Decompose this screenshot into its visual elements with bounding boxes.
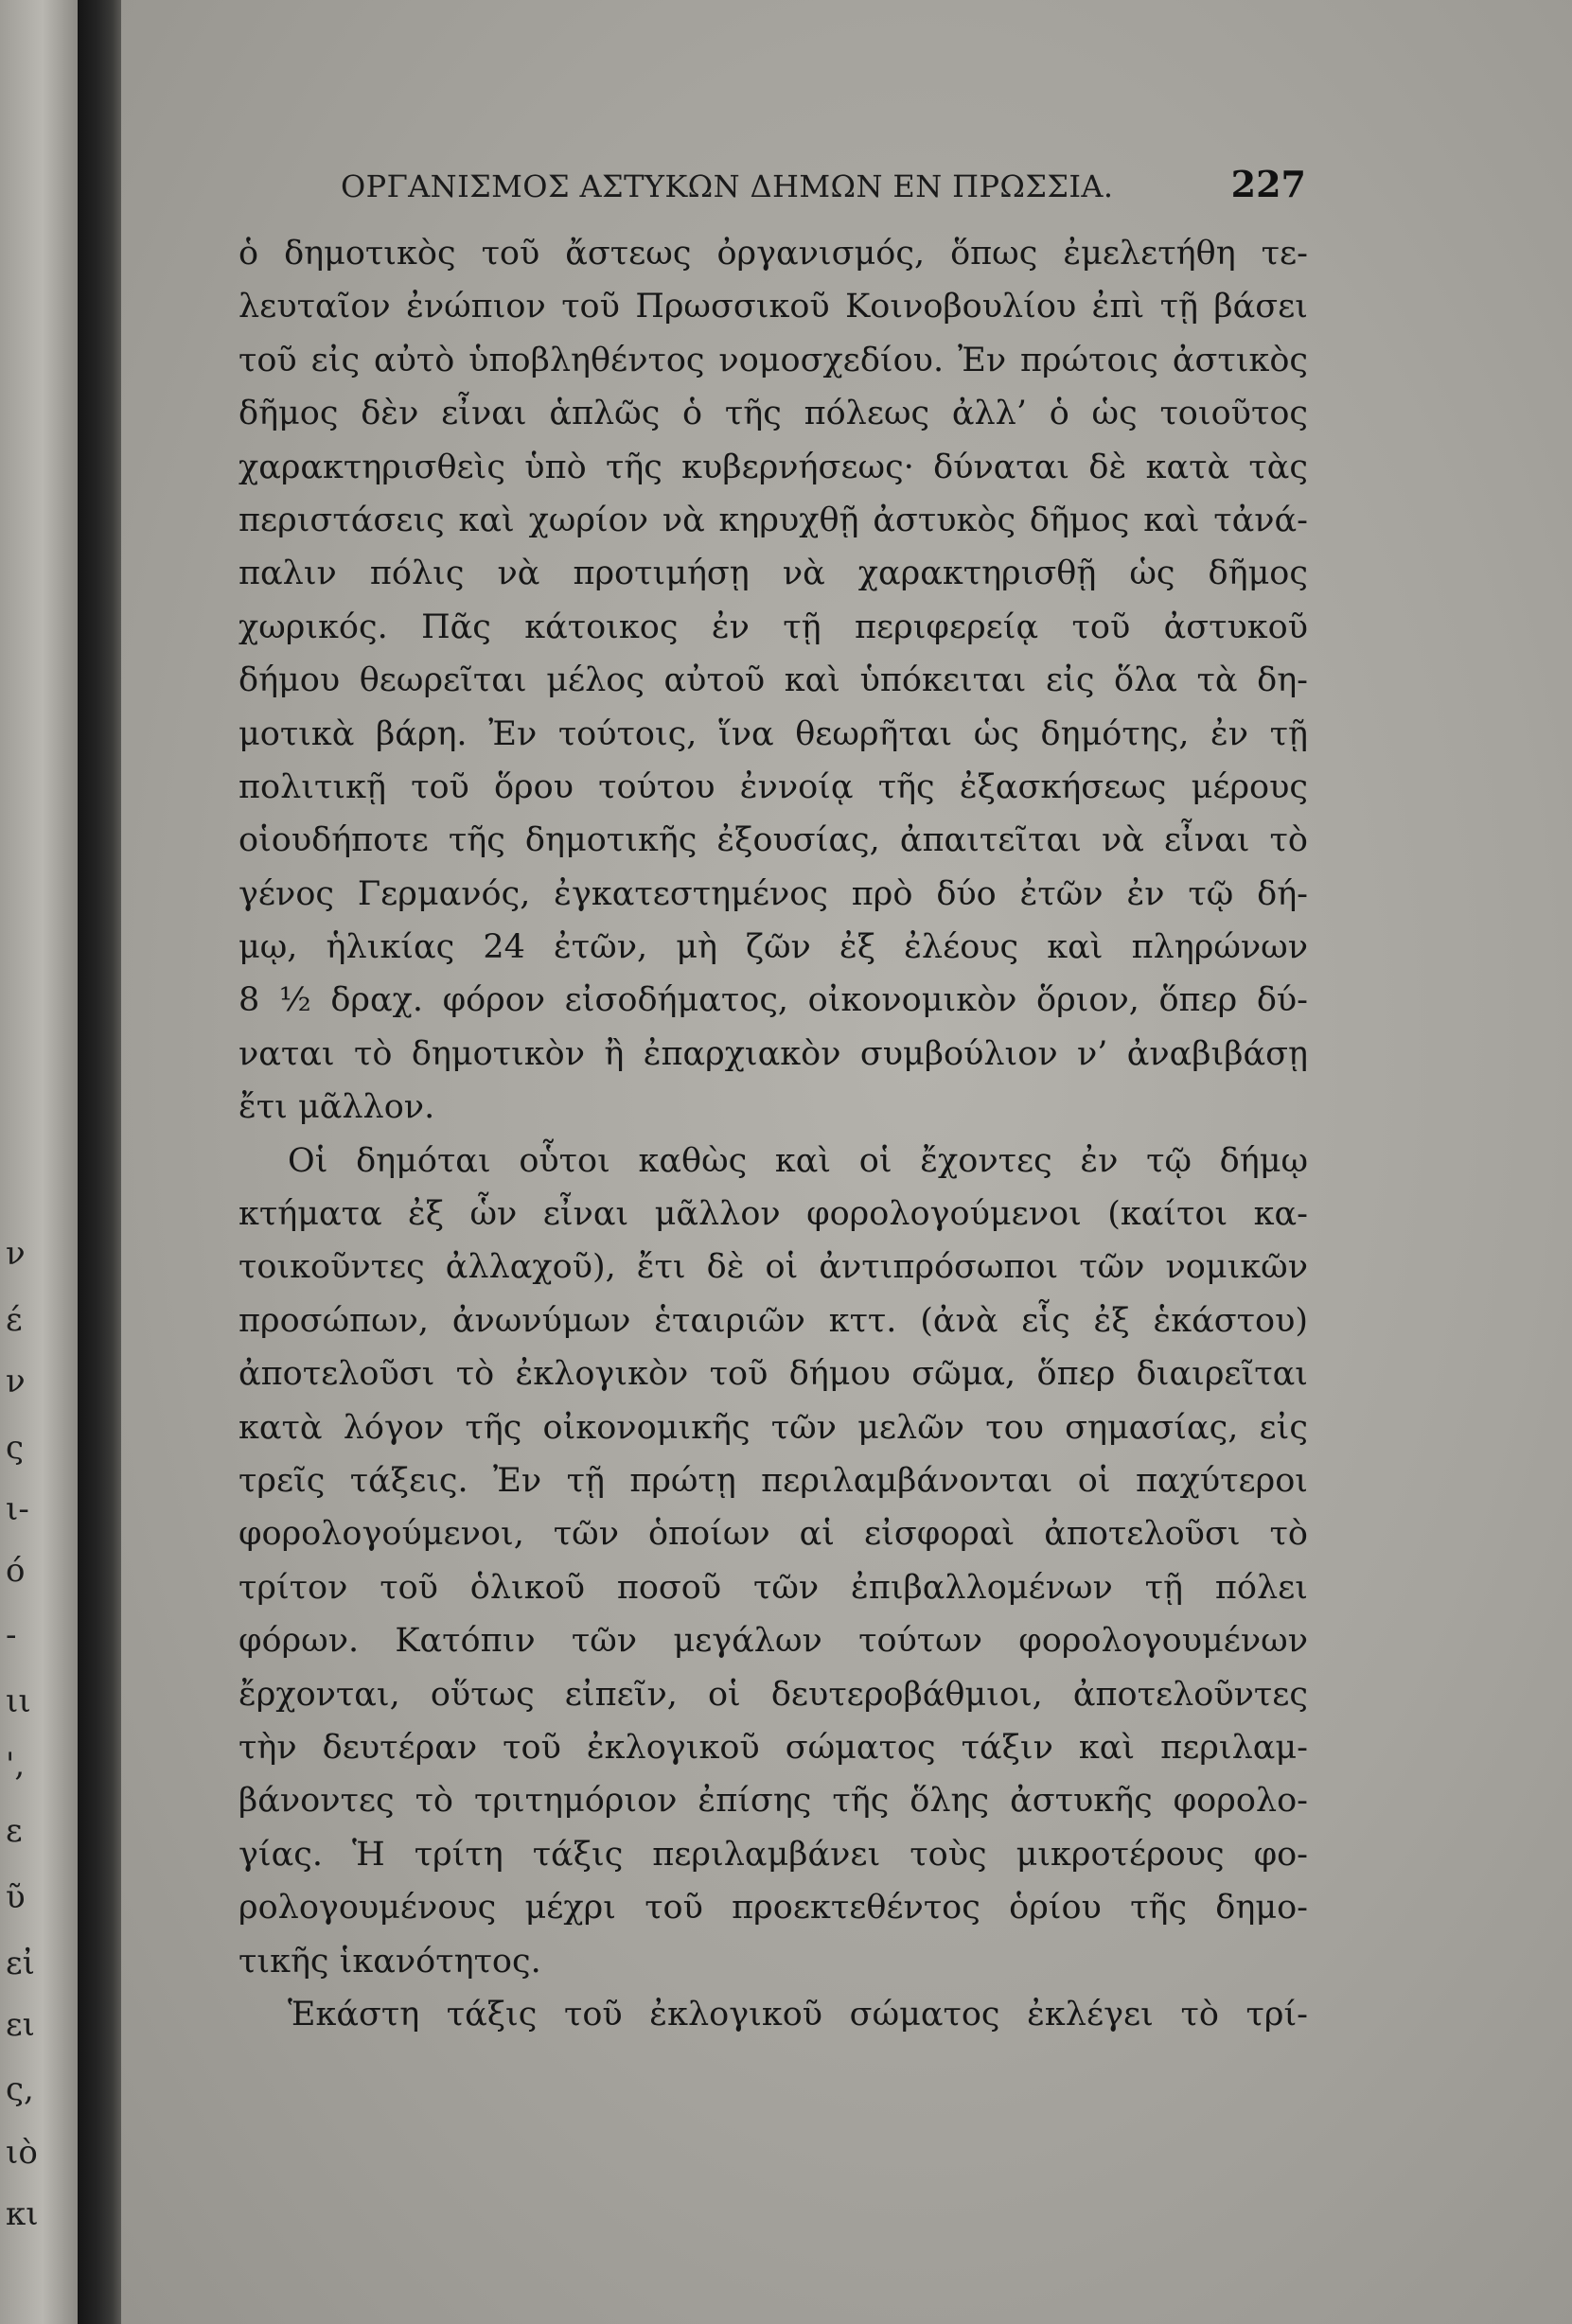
text-line: μῳ, ἡλικίας 24 ἐτῶν, μὴ ζῶν ἐξ ἐλέους καὶ πληρώνων bbox=[238, 928, 1308, 967]
left-page-fragment: ς bbox=[6, 1429, 25, 1467]
left-page-fragment: ι- bbox=[6, 1490, 29, 1528]
text-line: τοικοῦντες ἀλλαχοῦ), ἔτι δὲ οἱ ἀντιπρόσωποι τῶν νομικῶν bbox=[238, 1248, 1308, 1287]
text-line: χαρακτηρισθεὶς ὑπὸ τῆς κυβερνήσεως· δύναται δὲ κατὰ τὰς bbox=[238, 448, 1308, 486]
text-line: φόρων. Κατόπιν τῶν μεγάλων τούτων φορολογουμένων bbox=[238, 1622, 1308, 1661]
text-line: Ἑκάστη τάξις τοῦ ἐκλογικοῦ σώματος ἐκλέγει τὸ τρί- bbox=[288, 1995, 1308, 2034]
text-line: φορολογούμενοι, τῶν ὁποίων αἱ εἰσφοραὶ ἀποτελοῦσι τὸ bbox=[238, 1515, 1308, 1554]
text-line: 8 ½ δραχ. φόρον εἰσοδήματος, οἰκονομικὸν ὅριον, ὅπερ δύ- bbox=[238, 981, 1308, 1020]
left-page-fragment: ε bbox=[6, 1812, 23, 1850]
text-line: προσώπων, ἀνωνύμων ἑταιριῶν κττ. (ἀνὰ εἷς ἐξ ἑκάστου) bbox=[238, 1301, 1308, 1340]
page-number: 227 bbox=[1230, 163, 1306, 205]
text-line: πολιτικῇ τοῦ ὅρου τούτου ἐννοίᾳ τῆς ἐξασκήσεως μέρους bbox=[238, 767, 1308, 806]
text-line: τοῦ εἰς αὐτὸ ὑποβληθέντος νομοσχεδίου. Ἐν πρώτοις ἀστικὸς bbox=[238, 341, 1308, 379]
running-head bbox=[218, 163, 1306, 212]
text-line: κατὰ λόγον τῆς οἰκονομικῆς τῶν μελῶν του σημασίας, εἰς bbox=[238, 1408, 1308, 1447]
left-page-fragment: ιι bbox=[6, 1682, 31, 1720]
text-line: περιστάσεις καὶ χωρίον νὰ κηρυχθῇ ἀστυκὸς δῆμος καὶ τἀνά- bbox=[238, 501, 1308, 539]
text-line: τρίτον τοῦ ὁλικοῦ ποσοῦ τῶν ἐπιβαλλομένων τῇ πόλει bbox=[238, 1568, 1308, 1607]
book-gutter bbox=[78, 0, 121, 2324]
text-line: Οἱ δημόται οὗτοι καθὼς καὶ οἱ ἔχοντες ἐν τῷ δήμῳ bbox=[288, 1141, 1308, 1180]
text-line: ρολογουμένους μέχρι τοῦ προεκτεθέντος ὁρίου τῆς δημο- bbox=[238, 1889, 1308, 1928]
left-page-fragment: έ bbox=[6, 1301, 23, 1339]
text-line: ἔρχονται, οὕτως εἰπεῖν, οἱ δευτεροβάθμιοι, ἀποτελοῦντες bbox=[238, 1675, 1308, 1714]
left-page-fragment: ει bbox=[6, 2006, 35, 2044]
left-page-fragment: ν bbox=[6, 1363, 26, 1400]
left-page-fragment: ιὸ bbox=[6, 2134, 38, 2172]
left-page-fragment: - bbox=[6, 1616, 17, 1654]
left-page-fragment: εἰ bbox=[6, 1945, 35, 1982]
left-page-edge bbox=[0, 0, 78, 2324]
left-page-fragment: ', bbox=[6, 1746, 26, 1784]
text-line: λευταῖον ἐνώπιον τοῦ Πρωσσικοῦ Κοινοβουλίου ἐπὶ τῇ βάσει bbox=[238, 288, 1308, 326]
text-line: γένος Γερμανός, ἐγκατεστημένος πρὸ δύο ἐτῶν ἐν τῷ δή- bbox=[238, 874, 1308, 913]
text-line: τικῆς ἱκανότητος. bbox=[238, 1942, 541, 1981]
text-line: δῆμος δὲν εἶναι ἁπλῶς ὁ τῆς πόλεως ἀλλ’ ὁ ὡς τοιοῦτος bbox=[238, 395, 1308, 433]
text-line: ἀποτελοῦσι τὸ ἐκλογικὸν τοῦ δήμου σῶμα, ὅπερ διαιρεῖται bbox=[238, 1355, 1308, 1394]
left-page-fragment: ό bbox=[6, 1552, 26, 1590]
text-line: ἔτι μᾶλλον. bbox=[238, 1088, 435, 1127]
running-head-title: ΟΡΓΑΝΙΣΜΟΣ ΑΣΤΥΚΩΝ ΔΗΜΩΝ ΕΝ ΠΡΩΣΣΙΑ. bbox=[341, 168, 1114, 204]
text-line: χωρικός. Πᾶς κάτοικος ἐν τῇ περιφερείᾳ τοῦ ἀστυκοῦ bbox=[238, 607, 1308, 646]
left-page-fragment: ν bbox=[6, 1235, 26, 1273]
left-page-fragment: ῦ bbox=[6, 1878, 26, 1916]
left-page-fragment: κι bbox=[6, 2195, 39, 2233]
text-line: παλιν πόλις νὰ προτιμήσῃ νὰ χαρακτηρισθῇ ὡς δῆμος bbox=[238, 555, 1308, 593]
text-line: μοτικὰ βάρη. Ἐν τούτοις, ἵνα θεωρῆται ὡς δημότης, ἐν τῇ bbox=[238, 714, 1308, 753]
text-line: ναται τὸ δημοτικὸν ἢ ἐπαρχιακὸν συμβούλιον ν’ ἀναβιβάσῃ bbox=[238, 1034, 1308, 1073]
left-page-fragment: ς, bbox=[6, 2070, 34, 2108]
text-line: δήμου θεωρεῖται μέλος αὐτοῦ καὶ ὑπόκειται εἰς ὅλα τὰ δη- bbox=[238, 661, 1308, 700]
text-line: τὴν δευτέραν τοῦ ἐκλογικοῦ σώματος τάξιν καὶ περιλαμ- bbox=[238, 1728, 1308, 1767]
text-line: τρεῖς τάξεις. Ἐν τῇ πρώτῃ περιλαμβάνονται οἱ παχύτεροι bbox=[238, 1461, 1308, 1500]
text-line: βάνοντες τὸ τριτημόριον ἐπίσης τῆς ὅλης ἀστυκῆς φορολο- bbox=[238, 1782, 1308, 1821]
text-line: γίας. Ἡ τρίτη τάξις περιλαμβάνει τοὺς μικροτέρους φο- bbox=[238, 1835, 1308, 1874]
text-line: ὁ δημοτικὸς τοῦ ἄστεως ὀργανισμός, ὅπως ἐμελετήθη τε- bbox=[238, 235, 1308, 273]
text-line: κτήματα ἐξ ὧν εἶναι μᾶλλον φορολογούμενοι (καίτοι κα- bbox=[238, 1195, 1308, 1234]
body-text bbox=[238, 227, 1308, 2041]
text-line: οἱουδήποτε τῆς δημοτικῆς ἐξουσίας, ἀπαιτεῖται νὰ εἶναι τὸ bbox=[238, 821, 1308, 860]
